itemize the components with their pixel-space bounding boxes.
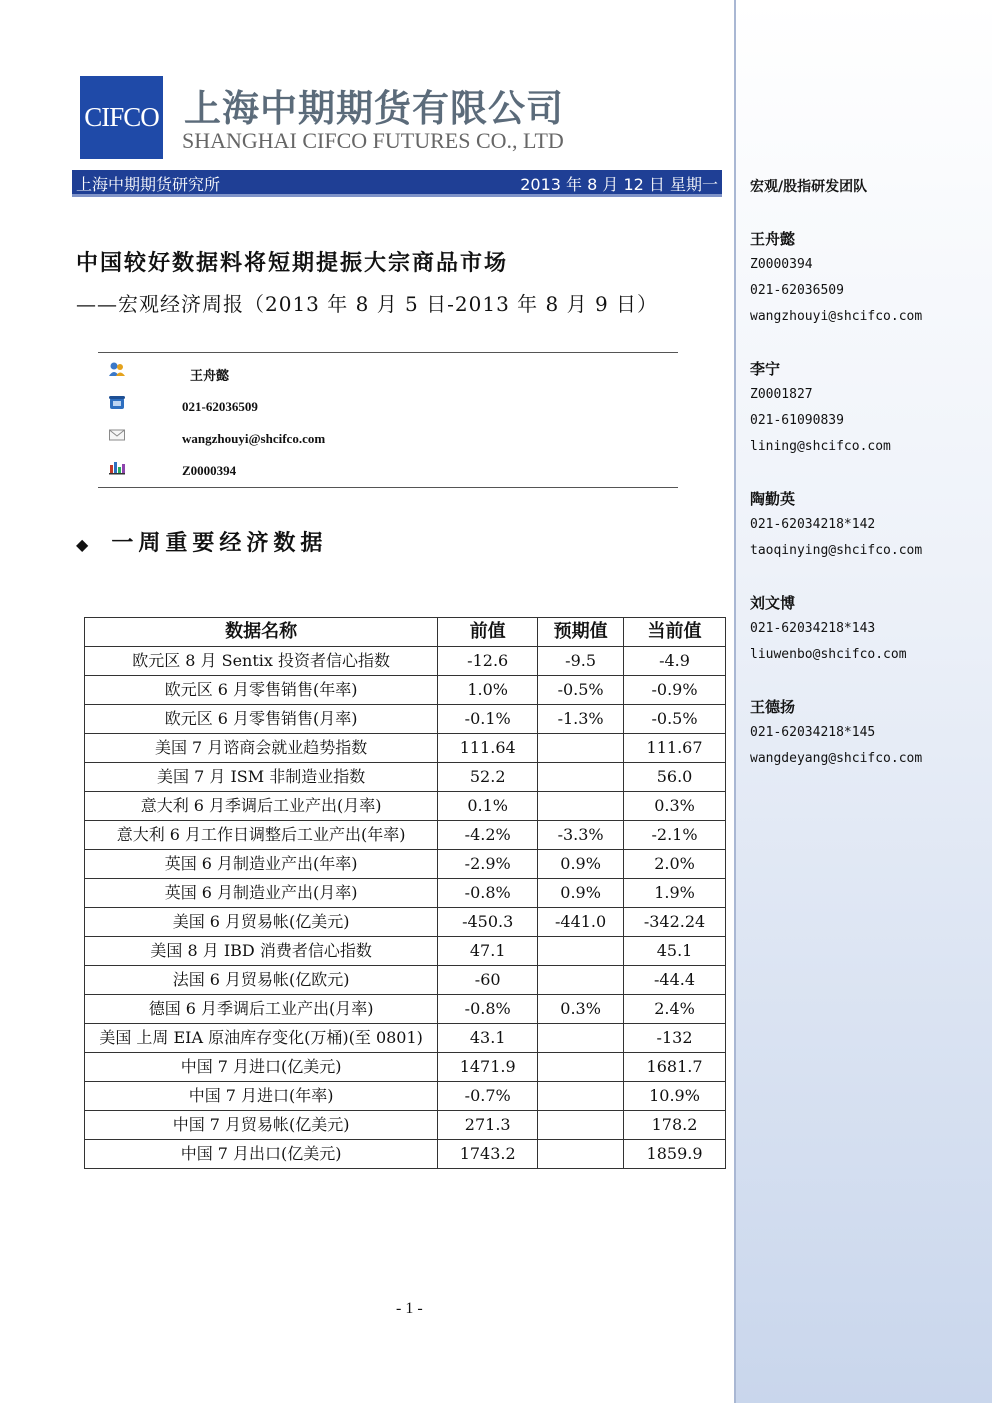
table-row xyxy=(85,1140,726,1169)
cell-indicator: 德国 6 月季调后工业产出(月率) xyxy=(85,995,438,1024)
cell-previous: 43.1 xyxy=(438,1024,538,1053)
member-contact-line: wangzhouyi@shcifco.com xyxy=(750,309,923,324)
cell-forecast: -3.3% xyxy=(538,821,624,850)
member-name: 陶勤英 xyxy=(750,490,796,508)
member-name: 王舟懿 xyxy=(750,230,796,248)
cell-indicator: 英国 6 月制造业产出(月率) xyxy=(85,879,438,908)
table-row xyxy=(85,821,726,850)
header-previous: 前值 xyxy=(438,618,538,647)
cell-indicator: 美国 7 月谘商会就业趋势指数 xyxy=(85,734,438,763)
cell-actual: 1681.7 xyxy=(624,1053,726,1082)
cell-forecast xyxy=(538,734,624,763)
cell-previous: -450.3 xyxy=(438,908,538,937)
table-row xyxy=(85,1053,726,1082)
section-heading xyxy=(76,526,327,557)
company-logo xyxy=(80,76,163,159)
table-row xyxy=(85,705,726,734)
table-header-row xyxy=(85,618,726,647)
table-row xyxy=(85,1024,726,1053)
logo-text: CIFCO xyxy=(84,102,159,132)
table-row xyxy=(85,792,726,821)
cell-indicator: 美国 6 月贸易帐(亿美元) xyxy=(85,908,438,937)
cell-actual: 2.4% xyxy=(624,995,726,1024)
author-name: 王舟懿 xyxy=(190,368,230,383)
cell-previous: -12.6 xyxy=(438,647,538,676)
member-contact-line: 021-62036509 xyxy=(750,283,844,298)
report-subtitle: ——宏观经济周报（2013 年 8 月 5 日-2013 年 8 月 9 日） xyxy=(76,292,659,316)
cell-forecast: -0.5% xyxy=(538,676,624,705)
cell-actual: 111.67 xyxy=(624,734,726,763)
team-member xyxy=(750,226,922,330)
member-contact-line: Z0001827 xyxy=(750,387,813,402)
cell-previous: 52.2 xyxy=(438,763,538,792)
cell-indicator: 英国 6 月制造业产出(年率) xyxy=(85,850,438,879)
table-row xyxy=(85,995,726,1024)
author-phone: 021-62036509 xyxy=(182,399,258,414)
cell-actual: -0.5% xyxy=(624,705,726,734)
cell-actual: 0.3% xyxy=(624,792,726,821)
cell-indicator: 中国 7 月出口(亿美元) xyxy=(85,1140,438,1169)
cell-previous: -4.2% xyxy=(438,821,538,850)
cell-actual: -4.9 xyxy=(624,647,726,676)
cell-forecast: 0.9% xyxy=(538,879,624,908)
table-row xyxy=(85,763,726,792)
cell-actual: 1.9% xyxy=(624,879,726,908)
cell-indicator: 欧元区 6 月零售销售(月率) xyxy=(85,705,438,734)
author-email: wangzhouyi@shcifco.com xyxy=(182,431,326,446)
cell-previous: -2.9% xyxy=(438,850,538,879)
member-contact-line: 021-62034218*143 xyxy=(750,621,876,636)
header-name: 数据名称 xyxy=(85,618,438,647)
cell-actual: 2.0% xyxy=(624,850,726,879)
table-row xyxy=(85,647,726,676)
cell-indicator: 美国 上周 EIA 原油库存变化(万桶)(至 0801) xyxy=(85,1024,438,1053)
person-icon xyxy=(108,361,126,377)
member-contact-line: liuwenbo@shcifco.com xyxy=(750,647,907,662)
cell-forecast xyxy=(538,966,624,995)
cell-previous: 47.1 xyxy=(438,937,538,966)
cell-actual: 56.0 xyxy=(624,763,726,792)
cell-indicator: 美国 7 月 ISM 非制造业指数 xyxy=(85,763,438,792)
cell-indicator: 欧元区 6 月零售销售(年率) xyxy=(85,676,438,705)
cell-indicator: 美国 8 月 IBD 消费者信心指数 xyxy=(85,937,438,966)
team-title: 宏观/股指研发团队 xyxy=(750,179,868,195)
company-name-cn: 上海中期期货有限公司 xyxy=(184,87,564,130)
member-contact-line: 021-62034218*145 xyxy=(750,725,876,740)
report-title: 中国较好数据料将短期提振大宗商品市场 xyxy=(76,250,509,276)
cell-indicator: 意大利 6 月季调后工业产出(月率) xyxy=(85,792,438,821)
cell-previous: -0.8% xyxy=(438,879,538,908)
cell-forecast xyxy=(538,937,624,966)
table-row xyxy=(85,1082,726,1111)
member-name: 李宁 xyxy=(750,360,781,378)
header-forecast: 预期值 xyxy=(538,618,624,647)
cell-forecast: 0.3% xyxy=(538,995,624,1024)
author-license: Z0000394 xyxy=(182,463,237,478)
member-contact-line: Z0000394 xyxy=(750,257,813,272)
cell-actual: -0.9% xyxy=(624,676,726,705)
mail-icon xyxy=(108,427,126,443)
cell-actual: -2.1% xyxy=(624,821,726,850)
cell-indicator: 中国 7 月进口(年率) xyxy=(85,1082,438,1111)
cell-previous: 111.64 xyxy=(438,734,538,763)
table-row xyxy=(85,850,726,879)
cell-forecast xyxy=(538,1111,624,1140)
cell-forecast xyxy=(538,1140,624,1169)
bar-chart-icon xyxy=(108,459,126,475)
cell-forecast xyxy=(538,1082,624,1111)
cell-actual: 10.9% xyxy=(624,1082,726,1111)
table-row xyxy=(85,879,726,908)
member-contact-line: 021-61090839 xyxy=(750,413,844,428)
table-row xyxy=(85,908,726,937)
cell-previous: -0.7% xyxy=(438,1082,538,1111)
cell-actual: 1859.9 xyxy=(624,1140,726,1169)
institute-name: 上海中期期货研究所 xyxy=(76,175,221,194)
page-number: - 1 - xyxy=(396,1300,423,1317)
team-member xyxy=(750,486,922,564)
cell-indicator: 意大利 6 月工作日调整后工业产出(年率) xyxy=(85,821,438,850)
cell-previous: 1471.9 xyxy=(438,1053,538,1082)
economic-data-table xyxy=(84,617,726,1169)
company-name-en: SHANGHAI CIFCO FUTURES CO., LTD xyxy=(182,128,564,153)
member-contact-line: wangdeyang@shcifco.com xyxy=(750,751,923,766)
cell-indicator: 法国 6 月贸易帐(亿欧元) xyxy=(85,966,438,995)
cell-previous: 271.3 xyxy=(438,1111,538,1140)
team-member xyxy=(750,356,891,460)
author-box xyxy=(98,352,678,488)
cell-forecast: -1.3% xyxy=(538,705,624,734)
table-row xyxy=(85,966,726,995)
cell-forecast: -441.0 xyxy=(538,908,624,937)
cell-previous: 1.0% xyxy=(438,676,538,705)
cell-forecast xyxy=(538,1024,624,1053)
member-contact-line: 021-62034218*142 xyxy=(750,517,876,532)
report-date: 2013 年 8 月 12 日 星期一 xyxy=(520,175,718,194)
phone-icon xyxy=(108,395,126,411)
cell-actual: 45.1 xyxy=(624,937,726,966)
table-row xyxy=(85,676,726,705)
member-name: 王德扬 xyxy=(750,698,796,716)
member-contact-line: taoqinying@shcifco.com xyxy=(750,543,923,558)
table-row xyxy=(85,1111,726,1140)
sidebar-contacts xyxy=(734,0,992,1403)
cell-actual: -342.24 xyxy=(624,908,726,937)
cell-previous: -0.8% xyxy=(438,995,538,1024)
cell-indicator: 欧元区 8 月 Sentix 投资者信心指数 xyxy=(85,647,438,676)
cell-forecast xyxy=(538,763,624,792)
section-title: 一周重要经济数据 xyxy=(111,530,328,556)
table-row xyxy=(85,734,726,763)
team-member xyxy=(750,694,922,772)
cell-actual: -132 xyxy=(624,1024,726,1053)
cell-previous: -60 xyxy=(438,966,538,995)
table-row xyxy=(85,937,726,966)
cell-forecast xyxy=(538,1053,624,1082)
cell-actual: 178.2 xyxy=(624,1111,726,1140)
cell-forecast: -9.5 xyxy=(538,647,624,676)
cell-previous: 1743.2 xyxy=(438,1140,538,1169)
header-banner xyxy=(72,170,722,197)
team-member xyxy=(750,590,907,668)
cell-indicator: 中国 7 月进口(亿美元) xyxy=(85,1053,438,1082)
cell-indicator: 中国 7 月贸易帐(亿美元) xyxy=(85,1111,438,1140)
cell-actual: -44.4 xyxy=(624,966,726,995)
cell-previous: 0.1% xyxy=(438,792,538,821)
cell-forecast xyxy=(538,792,624,821)
cell-previous: -0.1% xyxy=(438,705,538,734)
header-actual: 当前值 xyxy=(624,618,726,647)
cell-forecast: 0.9% xyxy=(538,850,624,879)
member-contact-line: lining@shcifco.com xyxy=(750,439,891,454)
diamond-bullet-icon: ◆ xyxy=(76,535,94,554)
member-name: 刘文博 xyxy=(750,594,796,612)
